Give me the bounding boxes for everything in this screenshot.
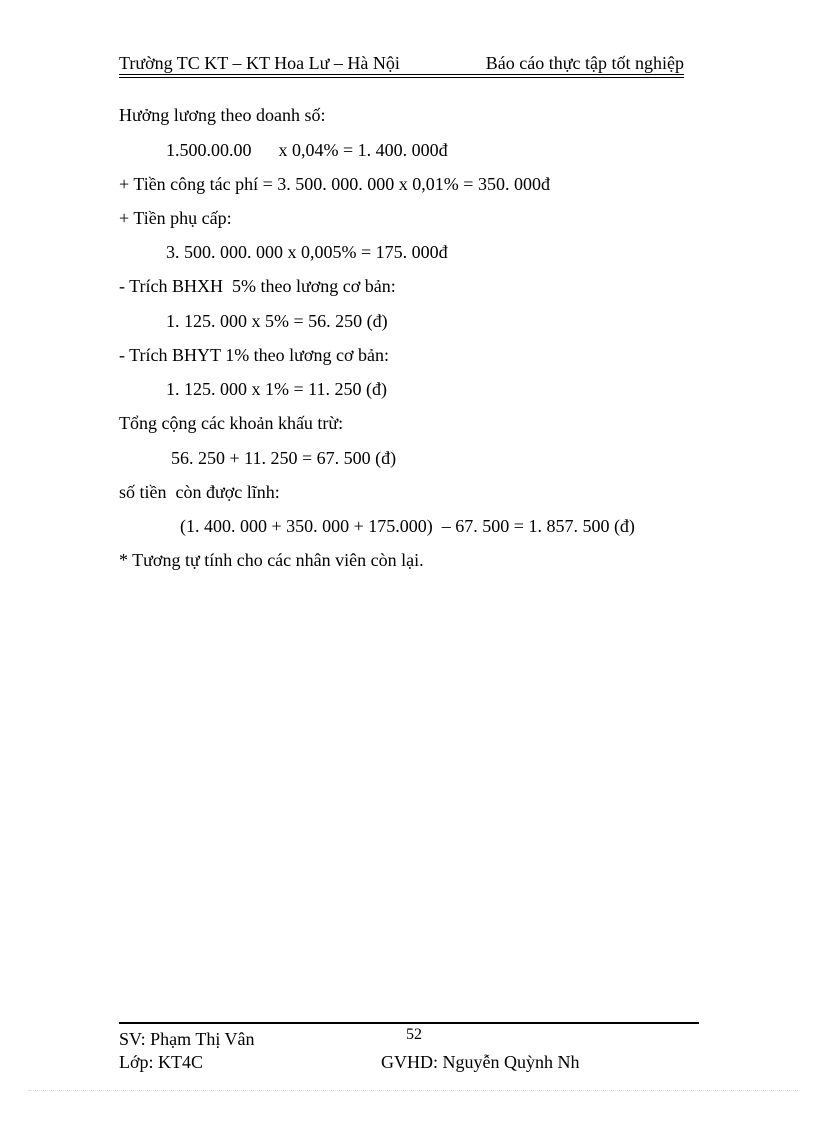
text-line: - Trích BHYT 1% theo lương cơ bản:	[119, 345, 389, 365]
footer-student-name: SV: Phạm Thị Vân	[119, 1029, 255, 1049]
text-line: 3. 500. 000. 000 x 0,005% = 175. 000đ	[166, 242, 448, 262]
footer-class: Lớp: KT4C	[119, 1052, 204, 1072]
text-line: Hưởng lương theo doanh số:	[119, 105, 326, 125]
text-line: - Trích BHXH 5% theo lương cơ bản:	[119, 276, 396, 296]
text-line: + Tiền công tác phí = 3. 500. 000. 000 x 0,01% = 350. 000đ	[119, 174, 550, 194]
page-header	[119, 52, 684, 74]
page-number: 52	[406, 1026, 422, 1043]
text-line: (1. 400. 000 + 350. 000 + 175.000) – 67. 500 = 1. 857. 500 (đ)	[180, 516, 635, 536]
header-rule-double	[119, 77, 684, 78]
text-line: 1. 125. 000 x 5% = 56. 250 (đ)	[166, 311, 388, 331]
footer-advisor: GVHD: Nguyễn Quỳnh Nh	[381, 1052, 580, 1072]
text-line: * Tương tự tính cho các nhân viên còn lại.	[119, 550, 424, 570]
page-edge-divider	[28, 1090, 798, 1091]
text-line: số tiền còn được lĩnh:	[119, 482, 280, 502]
text-line: + Tiền phụ cấp:	[119, 208, 232, 228]
text-line: Tổng cộng các khoản khấu trừ:	[119, 413, 344, 433]
text-line: 1.500.00.00 x 0,04% = 1. 400. 000đ	[166, 140, 448, 160]
text-line: 56. 250 + 11. 250 = 67. 500 (đ)	[171, 448, 397, 468]
header-report-title: Báo cáo thực tập tốt nghiệp	[485, 53, 684, 73]
header-school-name: Trường TC KT – KT Hoa Lư – Hà Nội	[119, 53, 400, 73]
footer-rule	[119, 1022, 699, 1024]
text-line: 1. 125. 000 x 1% = 11. 250 (đ)	[166, 379, 387, 399]
header-rule	[119, 74, 684, 75]
